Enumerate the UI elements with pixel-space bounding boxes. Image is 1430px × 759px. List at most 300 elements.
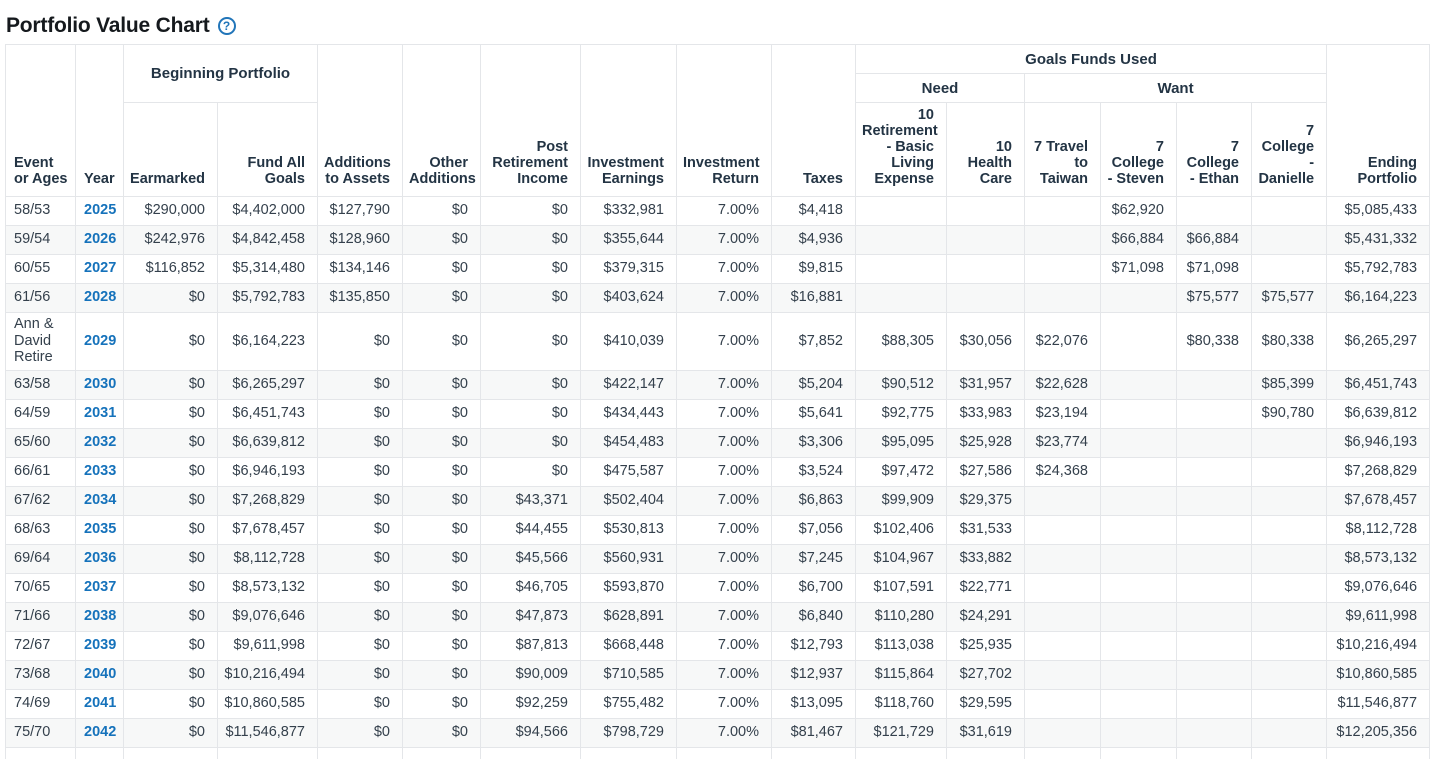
other-additions-cell: $0 — [403, 371, 481, 400]
retirement-basic-living-cell: $104,967 — [856, 545, 947, 574]
other-additions-cell: $0 — [403, 313, 481, 371]
additions-to-assets-cell: $0 — [318, 371, 403, 400]
taxes-cell: $3,524 — [772, 458, 856, 487]
taxes-cell: $7,245 — [772, 545, 856, 574]
table-row — [6, 197, 1430, 226]
post-retirement-income-cell: $0 — [481, 371, 581, 400]
taxes-cell: $5,641 — [772, 400, 856, 429]
investment-earnings-cell: $475,587 — [581, 458, 677, 487]
retirement-basic-living-cell: $113,038 — [856, 632, 947, 661]
header-post-retirement-income: Post Retirement Income — [481, 45, 581, 197]
header-group-need: Need — [856, 74, 1025, 103]
investment-earnings-cell: $403,624 — [581, 284, 677, 313]
college-ethan-cell: $66,884 — [1177, 226, 1252, 255]
college-steven-cell — [1101, 400, 1177, 429]
investment-earnings-cell: $422,147 — [581, 371, 677, 400]
earmarked-cell: $0 — [124, 719, 218, 748]
college-steven-cell: $62,920 — [1101, 197, 1177, 226]
college-danielle-cell: $85,399 — [1252, 371, 1327, 400]
event-or-ages-cell: 58/53 — [6, 197, 76, 226]
table-row — [6, 574, 1430, 603]
year-link[interactable]: 2027 — [84, 260, 117, 277]
ending-portfolio-cell: $8,112,728 — [1327, 516, 1430, 545]
retirement-basic-living-cell: $95,095 — [856, 429, 947, 458]
retirement-basic-living-cell: $121,729 — [856, 719, 947, 748]
event-or-ages-cell: 71/66 — [6, 603, 76, 632]
college-ethan-cell — [1177, 690, 1252, 719]
investment-return-cell: 7.00% — [677, 371, 772, 400]
post-retirement-income-cell: $0 — [481, 313, 581, 371]
table-row — [6, 516, 1430, 545]
ending-portfolio-cell: $9,076,646 — [1327, 574, 1430, 603]
travel-taiwan-cell: $23,194 — [1025, 400, 1101, 429]
other-additions-cell: $0 — [403, 574, 481, 603]
investment-return-cell: 7.00% — [677, 603, 772, 632]
additions-to-assets-cell — [318, 748, 403, 759]
college-danielle-cell — [1252, 516, 1327, 545]
year-cell — [76, 545, 124, 574]
investment-earnings-cell: $355,644 — [581, 226, 677, 255]
portfolio-value-table — [5, 44, 1430, 759]
health-care-cell: $29,595 — [947, 690, 1025, 719]
table-row — [6, 603, 1430, 632]
earmarked-cell: $116,852 — [124, 255, 218, 284]
table-row — [6, 690, 1430, 719]
investment-return-cell: 7.00% — [677, 719, 772, 748]
fund-all-goals-cell: $4,842,458 — [218, 226, 318, 255]
event-or-ages-cell: 72/67 — [6, 632, 76, 661]
travel-taiwan-cell — [1025, 603, 1101, 632]
header-earmarked: Earmarked — [124, 103, 218, 197]
year-link[interactable]: 2028 — [84, 289, 117, 306]
additions-to-assets-cell: $135,850 — [318, 284, 403, 313]
college-steven-cell — [1101, 284, 1177, 313]
additions-to-assets-cell: $0 — [318, 719, 403, 748]
retirement-basic-living-cell: $88,305 — [856, 313, 947, 371]
investment-return-cell: 7.00% — [677, 226, 772, 255]
year-cell — [76, 226, 124, 255]
college-danielle-cell — [1252, 458, 1327, 487]
college-danielle-cell — [1252, 748, 1327, 759]
ending-portfolio-cell: $7,678,457 — [1327, 487, 1430, 516]
college-danielle-cell — [1252, 690, 1327, 719]
taxes-cell: $4,936 — [772, 226, 856, 255]
investment-earnings-cell: $410,039 — [581, 313, 677, 371]
other-additions-cell: $0 — [403, 516, 481, 545]
additions-to-assets-cell: $0 — [318, 400, 403, 429]
investment-return-cell: 7.00% — [677, 429, 772, 458]
additions-to-assets-cell: $0 — [318, 574, 403, 603]
college-danielle-cell: $75,577 — [1252, 284, 1327, 313]
other-additions-cell: $0 — [403, 603, 481, 632]
other-additions-cell: $0 — [403, 545, 481, 574]
year-cell — [76, 603, 124, 632]
post-retirement-income-cell: $94,566 — [481, 719, 581, 748]
table-row — [6, 313, 1430, 371]
college-steven-cell — [1101, 632, 1177, 661]
fund-all-goals-cell: $8,112,728 — [218, 545, 318, 574]
additions-to-assets-cell: $128,960 — [318, 226, 403, 255]
taxes-cell: $5,204 — [772, 371, 856, 400]
college-steven-cell: $71,098 — [1101, 255, 1177, 284]
ending-portfolio-cell: $8,573,132 — [1327, 545, 1430, 574]
retirement-basic-living-cell: $97,472 — [856, 458, 947, 487]
retirement-basic-living-cell — [856, 284, 947, 313]
investment-earnings-cell: $379,315 — [581, 255, 677, 284]
ending-portfolio-cell: $6,265,297 — [1327, 313, 1430, 371]
header-event-or-ages: Event or Ages — [6, 45, 76, 197]
college-danielle-cell — [1252, 719, 1327, 748]
header-college-steven: 7 College - Steven — [1101, 103, 1177, 197]
event-or-ages-cell: 59/54 — [6, 226, 76, 255]
year-cell — [76, 400, 124, 429]
retirement-basic-living-cell: $102,406 — [856, 516, 947, 545]
college-steven-cell — [1101, 719, 1177, 748]
investment-earnings-cell: $798,729 — [581, 719, 677, 748]
college-danielle-cell — [1252, 487, 1327, 516]
table-row — [6, 661, 1430, 690]
year-cell — [76, 197, 124, 226]
other-additions-cell: $0 — [403, 458, 481, 487]
table-row — [6, 632, 1430, 661]
earmarked-cell: $0 — [124, 458, 218, 487]
college-ethan-cell — [1177, 516, 1252, 545]
additions-to-assets-cell: $0 — [318, 429, 403, 458]
investment-earnings-cell — [581, 748, 677, 759]
year-link[interactable]: 2037 — [84, 579, 117, 596]
year-cell — [76, 458, 124, 487]
year-link[interactable]: 2040 — [84, 666, 117, 683]
investment-earnings-cell: $332,981 — [581, 197, 677, 226]
fund-all-goals-cell — [218, 748, 318, 759]
year-link[interactable]: 2039 — [84, 637, 117, 654]
table-header — [6, 45, 1430, 197]
fund-all-goals-cell: $7,678,457 — [218, 516, 318, 545]
year-link[interactable]: 2035 — [84, 521, 117, 538]
fund-all-goals-cell: $6,265,297 — [218, 371, 318, 400]
header-additions-to-assets: Additions to Assets — [318, 45, 403, 197]
investment-return-cell: 7.00% — [677, 458, 772, 487]
event-or-ages-cell: 66/61 — [6, 458, 76, 487]
year-link[interactable]: 2032 — [84, 434, 117, 451]
college-danielle-cell — [1252, 197, 1327, 226]
health-care-cell — [947, 226, 1025, 255]
other-additions-cell: $0 — [403, 429, 481, 458]
earmarked-cell: $0 — [124, 516, 218, 545]
college-ethan-cell: $71,098 — [1177, 255, 1252, 284]
taxes-cell: $3,306 — [772, 429, 856, 458]
earmarked-cell: $0 — [124, 574, 218, 603]
year-link[interactable]: 2026 — [84, 231, 117, 248]
fund-all-goals-cell: $6,946,193 — [218, 458, 318, 487]
investment-earnings-cell: $454,483 — [581, 429, 677, 458]
header-investment-return: Investment Return — [677, 45, 772, 197]
event-or-ages-cell: 64/59 — [6, 400, 76, 429]
post-retirement-income-cell: $46,705 — [481, 574, 581, 603]
health-care-cell: $24,291 — [947, 603, 1025, 632]
investment-earnings-cell: $710,585 — [581, 661, 677, 690]
table-row — [6, 226, 1430, 255]
fund-all-goals-cell: $6,639,812 — [218, 429, 318, 458]
post-retirement-income-cell: $90,009 — [481, 661, 581, 690]
event-or-ages-cell: 69/64 — [6, 545, 76, 574]
college-steven-cell — [1101, 690, 1177, 719]
ending-portfolio-cell: $6,451,743 — [1327, 371, 1430, 400]
retirement-basic-living-cell: $115,864 — [856, 661, 947, 690]
header-group-beginning-portfolio: Beginning Portfolio — [124, 45, 318, 103]
college-ethan-cell — [1177, 458, 1252, 487]
event-or-ages-cell — [6, 748, 76, 759]
event-or-ages-cell: 65/60 — [6, 429, 76, 458]
health-care-cell: $33,983 — [947, 400, 1025, 429]
travel-taiwan-cell — [1025, 574, 1101, 603]
year-link[interactable]: 2031 — [84, 405, 117, 422]
other-additions-cell: $0 — [403, 400, 481, 429]
other-additions-cell: $0 — [403, 197, 481, 226]
header-year: Year — [76, 45, 124, 197]
additions-to-assets-cell: $0 — [318, 632, 403, 661]
additions-to-assets-cell: $0 — [318, 313, 403, 371]
taxes-cell: $12,793 — [772, 632, 856, 661]
investment-earnings-cell: $628,891 — [581, 603, 677, 632]
taxes-cell: $6,700 — [772, 574, 856, 603]
travel-taiwan-cell — [1025, 545, 1101, 574]
college-steven-cell — [1101, 545, 1177, 574]
page-title: Portfolio Value Chart — [6, 14, 210, 37]
additions-to-assets-cell: $0 — [318, 603, 403, 632]
table-row — [6, 487, 1430, 516]
investment-return-cell: 7.00% — [677, 661, 772, 690]
fund-all-goals-cell: $5,792,783 — [218, 284, 318, 313]
taxes-cell: $16,881 — [772, 284, 856, 313]
ending-portfolio-cell: $6,946,193 — [1327, 429, 1430, 458]
post-retirement-income-cell: $0 — [481, 458, 581, 487]
table-row — [6, 400, 1430, 429]
additions-to-assets-cell: $0 — [318, 661, 403, 690]
college-steven-cell — [1101, 574, 1177, 603]
header-group-want: Want — [1025, 74, 1327, 103]
additions-to-assets-cell: $0 — [318, 690, 403, 719]
college-danielle-cell — [1252, 632, 1327, 661]
earmarked-cell: $0 — [124, 284, 218, 313]
header-taxes: Taxes — [772, 45, 856, 197]
other-additions-cell: $0 — [403, 690, 481, 719]
college-ethan-cell — [1177, 545, 1252, 574]
fund-all-goals-cell: $8,573,132 — [218, 574, 318, 603]
year-link[interactable]: 2038 — [84, 608, 117, 625]
earmarked-cell: $0 — [124, 371, 218, 400]
ending-portfolio-cell: $7,268,829 — [1327, 458, 1430, 487]
header-fund-all-goals: Fund All Goals — [218, 103, 318, 197]
event-or-ages-cell: 74/69 — [6, 690, 76, 719]
investment-return-cell: 7.00% — [677, 487, 772, 516]
header-college-danielle: 7 College - Danielle — [1252, 103, 1327, 197]
college-danielle-cell — [1252, 661, 1327, 690]
year-link[interactable]: 2042 — [84, 724, 117, 741]
travel-taiwan-cell: $23,774 — [1025, 429, 1101, 458]
retirement-basic-living-cell — [856, 197, 947, 226]
additions-to-assets-cell: $0 — [318, 458, 403, 487]
college-ethan-cell — [1177, 371, 1252, 400]
health-care-cell — [947, 255, 1025, 284]
event-or-ages-cell: 60/55 — [6, 255, 76, 284]
other-additions-cell: $0 — [403, 226, 481, 255]
event-or-ages-cell: 67/62 — [6, 487, 76, 516]
header-retirement-basic-living: 10 Retirement - Basic Living Expense — [856, 103, 947, 197]
retirement-basic-living-cell: $118,760 — [856, 690, 947, 719]
health-care-cell: $31,619 — [947, 719, 1025, 748]
investment-earnings-cell: $502,404 — [581, 487, 677, 516]
post-retirement-income-cell: $0 — [481, 400, 581, 429]
earmarked-cell: $242,976 — [124, 226, 218, 255]
year-link[interactable]: 2029 — [84, 332, 117, 349]
additions-to-assets-cell: $134,146 — [318, 255, 403, 284]
table-row — [6, 429, 1430, 458]
year-cell — [76, 371, 124, 400]
header-health-care: 10 Health Care — [947, 103, 1025, 197]
college-ethan-cell — [1177, 574, 1252, 603]
header-ending-portfolio: Ending Portfolio — [1327, 45, 1430, 197]
college-danielle-cell — [1252, 603, 1327, 632]
year-cell — [76, 429, 124, 458]
college-ethan-cell — [1177, 197, 1252, 226]
table-row — [6, 284, 1430, 313]
health-care-cell: $30,056 — [947, 313, 1025, 371]
post-retirement-income-cell: $45,566 — [481, 545, 581, 574]
taxes-cell: $7,852 — [772, 313, 856, 371]
post-retirement-income-cell: $43,371 — [481, 487, 581, 516]
taxes-cell: $13,095 — [772, 690, 856, 719]
year-cell — [76, 661, 124, 690]
other-additions-cell: $0 — [403, 632, 481, 661]
travel-taiwan-cell — [1025, 197, 1101, 226]
earmarked-cell: $0 — [124, 313, 218, 371]
fund-all-goals-cell: $11,546,877 — [218, 719, 318, 748]
college-steven-cell — [1101, 313, 1177, 371]
taxes-cell: $6,840 — [772, 603, 856, 632]
college-steven-cell — [1101, 748, 1177, 759]
earmarked-cell: $0 — [124, 632, 218, 661]
ending-portfolio-cell: $9,611,998 — [1327, 603, 1430, 632]
other-additions-cell: $0 — [403, 255, 481, 284]
taxes-cell: $7,056 — [772, 516, 856, 545]
college-ethan-cell — [1177, 487, 1252, 516]
header-other-additions: Other Additions — [403, 45, 481, 197]
retirement-basic-living-cell — [856, 226, 947, 255]
taxes-cell: $81,467 — [772, 719, 856, 748]
health-care-cell: $25,935 — [947, 632, 1025, 661]
other-additions-cell: $0 — [403, 661, 481, 690]
retirement-basic-living-cell: $107,591 — [856, 574, 947, 603]
investment-return-cell: 7.00% — [677, 690, 772, 719]
earmarked-cell: $0 — [124, 400, 218, 429]
year-cell — [76, 574, 124, 603]
travel-taiwan-cell — [1025, 748, 1101, 759]
college-danielle-cell: $80,338 — [1252, 313, 1327, 371]
taxes-cell: $9,815 — [772, 255, 856, 284]
portfolio-table-body — [6, 197, 1430, 759]
table-row — [6, 719, 1430, 748]
fund-all-goals-cell: $6,451,743 — [218, 400, 318, 429]
health-care-cell: $27,586 — [947, 458, 1025, 487]
retirement-basic-living-cell — [856, 748, 947, 759]
year-link[interactable]: 2025 — [84, 202, 117, 219]
taxes-cell: $6,863 — [772, 487, 856, 516]
year-link[interactable]: 2036 — [84, 550, 117, 567]
investment-return-cell — [677, 748, 772, 759]
table-row — [6, 458, 1430, 487]
travel-taiwan-cell — [1025, 255, 1101, 284]
post-retirement-income-cell: $0 — [481, 429, 581, 458]
year-link[interactable]: 2033 — [84, 463, 117, 480]
health-care-cell: $25,928 — [947, 429, 1025, 458]
fund-all-goals-cell: $9,076,646 — [218, 603, 318, 632]
travel-taiwan-cell: $22,628 — [1025, 371, 1101, 400]
travel-taiwan-cell — [1025, 661, 1101, 690]
taxes-cell — [772, 748, 856, 759]
fund-all-goals-cell: $9,611,998 — [218, 632, 318, 661]
travel-taiwan-cell — [1025, 690, 1101, 719]
header-group-goals-funds-used: Goals Funds Used — [856, 45, 1327, 74]
earmarked-cell: $0 — [124, 429, 218, 458]
travel-taiwan-cell — [1025, 516, 1101, 545]
table-row-clipped — [6, 748, 1430, 759]
header-travel-taiwan: 7 Travel to Taiwan — [1025, 103, 1101, 197]
table-row — [6, 545, 1430, 574]
health-care-cell: $27,702 — [947, 661, 1025, 690]
header-college-ethan: 7 College - Ethan — [1177, 103, 1252, 197]
year-cell — [76, 487, 124, 516]
other-additions-cell — [403, 748, 481, 759]
year-cell — [76, 748, 124, 759]
earmarked-cell: $0 — [124, 690, 218, 719]
investment-return-cell: 7.00% — [677, 313, 772, 371]
taxes-cell: $12,937 — [772, 661, 856, 690]
table-row — [6, 255, 1430, 284]
year-link[interactable]: 2030 — [84, 376, 117, 393]
post-retirement-income-cell: $0 — [481, 197, 581, 226]
fund-all-goals-cell: $6,164,223 — [218, 313, 318, 371]
college-steven-cell — [1101, 429, 1177, 458]
health-care-cell — [947, 284, 1025, 313]
investment-return-cell: 7.00% — [677, 516, 772, 545]
ending-portfolio-cell: $5,085,433 — [1327, 197, 1430, 226]
help-icon[interactable]: ? — [218, 17, 236, 35]
college-ethan-cell — [1177, 632, 1252, 661]
other-additions-cell: $0 — [403, 487, 481, 516]
retirement-basic-living-cell: $110,280 — [856, 603, 947, 632]
retirement-basic-living-cell: $99,909 — [856, 487, 947, 516]
fund-all-goals-cell: $10,216,494 — [218, 661, 318, 690]
year-link[interactable]: 2041 — [84, 695, 117, 712]
health-care-cell: $29,375 — [947, 487, 1025, 516]
ending-portfolio-cell: $10,860,585 — [1327, 661, 1430, 690]
event-or-ages-cell: Ann & David Retire — [6, 313, 76, 371]
additions-to-assets-cell: $0 — [318, 545, 403, 574]
table-row — [6, 371, 1430, 400]
event-or-ages-cell: 70/65 — [6, 574, 76, 603]
earmarked-cell: $0 — [124, 661, 218, 690]
retirement-basic-living-cell: $90,512 — [856, 371, 947, 400]
travel-taiwan-cell — [1025, 226, 1101, 255]
college-danielle-cell — [1252, 255, 1327, 284]
year-cell — [76, 284, 124, 313]
college-steven-cell — [1101, 661, 1177, 690]
health-care-cell: $33,882 — [947, 545, 1025, 574]
year-link[interactable]: 2034 — [84, 492, 117, 509]
health-care-cell — [947, 748, 1025, 759]
event-or-ages-cell: 75/70 — [6, 719, 76, 748]
